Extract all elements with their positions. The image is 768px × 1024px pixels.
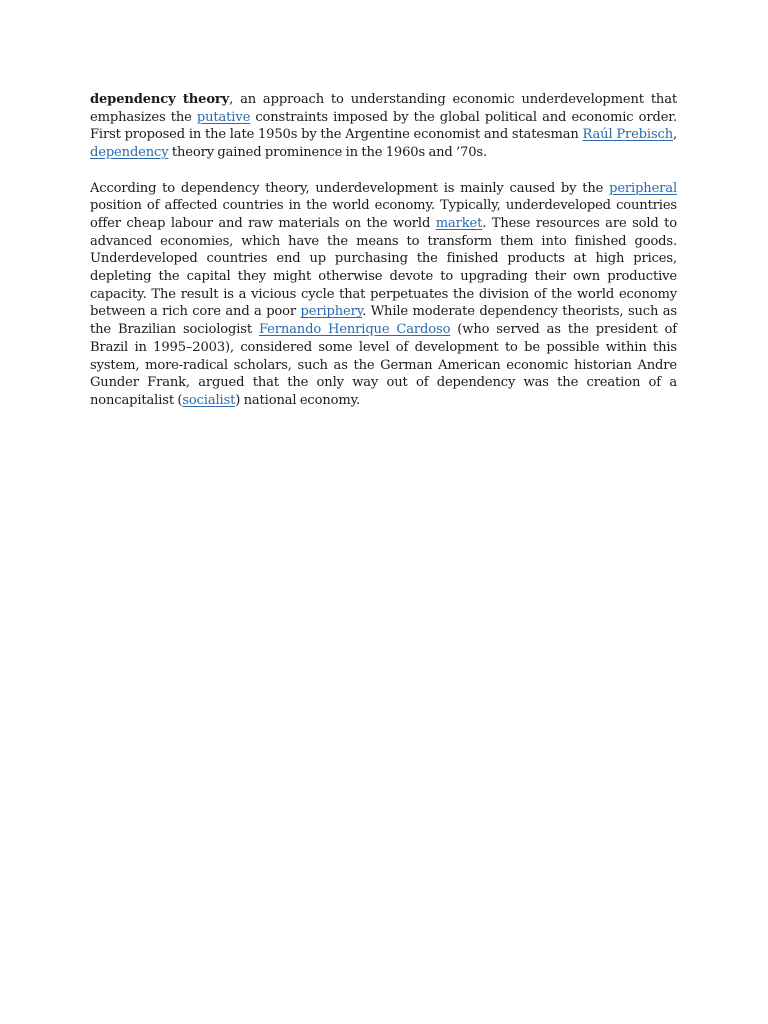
paragraph-text: . These resources are sold to advanced economies, which have the means to transform them into finished goods. Underdeveloped countries end up purchasing the finished products at high prices, depleting the capital they might otherwise devote to upgrading their own productive capacity. The result is a vicious cycle that perpetuates the division of the world economy between a rich core and a poor	[90, 215, 677, 320]
article-body	[90, 91, 677, 427]
link-raul-prebisch[interactable]: Raúl Prebisch	[582, 127, 673, 143]
paragraph-text: , an approach to understanding economic underdevelopment that emphasizes the	[90, 92, 677, 125]
link-putative[interactable]: putative	[196, 109, 251, 125]
paragraph-explanation	[90, 180, 677, 410]
paragraph-text: constraints imposed by the global political and economic order. First proposed in the late 1950s by the Argentine economist and statesman	[90, 109, 677, 143]
paragraph-text: . While moderate dependency theorists, such as the Brazilian sociologist	[90, 304, 677, 338]
paragraph-text: According to dependency theory, underdevelopment is mainly caused by the	[90, 180, 610, 196]
link-market[interactable]: market	[435, 215, 483, 231]
paragraph-text: ) national economy.	[235, 392, 361, 408]
paragraph-definition	[90, 91, 677, 162]
paragraph-text: (who served as the president of Brazil in 1995–2003), considered some level of development to be possible within this system, more-radical scholars, such as the German American economic historian Andre Gunder Frank, argued that the only way out of dependency was the creation of a noncapitalist (	[90, 322, 677, 408]
term-heading: dependency theory	[90, 92, 230, 107]
paragraph-text: position of affected countries in the world economy. Typically, underdeveloped countries offer cheap labour and raw materials on the world	[90, 198, 677, 231]
link-dependency[interactable]: dependency	[90, 145, 169, 161]
paragraph-text: theory gained prominence in the 1960s and ’70s.	[168, 145, 487, 161]
paragraph-text: ,	[673, 127, 678, 143]
link-periphery[interactable]: periphery	[300, 304, 363, 320]
link-socialist[interactable]: socialist	[182, 392, 236, 408]
link-fernando-henrique-cardoso[interactable]: Fernando Henrique Cardoso	[258, 322, 451, 338]
link-peripheral[interactable]: peripheral	[609, 180, 677, 196]
